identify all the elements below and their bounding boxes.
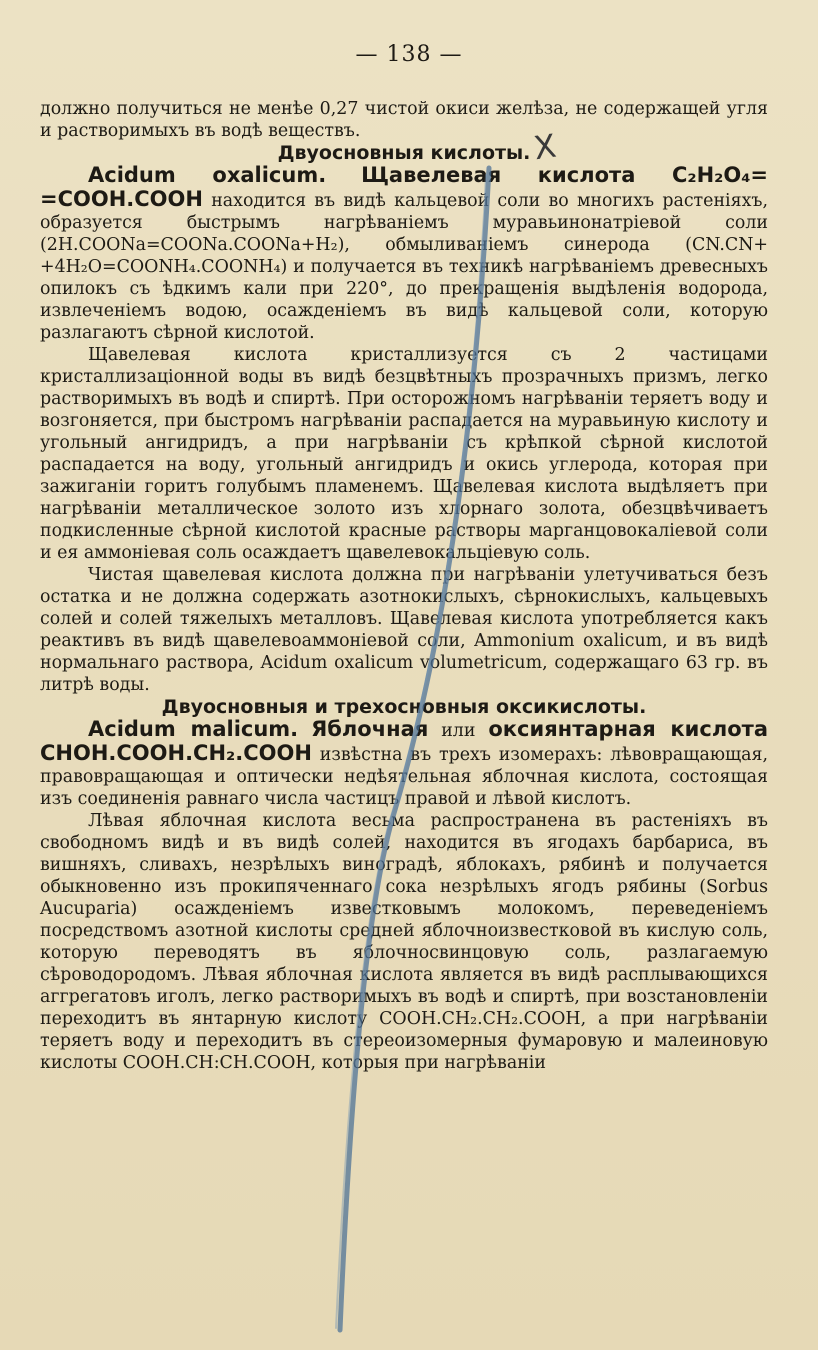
page-number: — 138 — [355,42,463,67]
malic-title-latin: Acidum malicum. [88,717,299,741]
malic-title-alt: оксиянтарная кислота CHOH.COOH.CH₂.COOH [40,717,768,765]
oxalic-acid-paragraph-2: Щавелевая кислота кристаллизуется съ 2 частицами кристаллизаціонной воды въ видѣ безцвѣтныхъ прозрачныхъ призмъ, легко растворимыхъ въ водѣ и спиртѣ. При осторожномъ нагрѣваніи теряетъ воду и возгоняется, при быстромъ нагрѣваніи распадается на муравьиную кислоту и угольный ангидридъ, а при нагрѣваніи съ крѣпкой сѣрной кислотой распадается на воду, угольный ангидридъ и окись углерода, которая при зажиганіи горитъ голубымъ пламенемъ. Щавелевая кислота выдѣляетъ при нагрѣваніи металлическое золото изъ хлорнаго золота, обезцвѣчиваетъ подкисленные сѣрной кислотой красные растворы марганцовокаліевой соли и ея аммоніевая соль осаждаетъ щавелевокальціевую соль. [40,345,768,563]
section-heading-dibasic-acids: Двуосновныя кислоты. [277,142,531,164]
handwritten-x-mark: X [531,126,559,168]
malic-acid-paragraph-2: Лѣвая яблочная кислота весьма распространена въ растеніяхъ въ свободномъ видѣ и въ видѣ солей, находится въ ягодахъ барбариса, въ вишняхъ, сливахъ, незрѣлыхъ виноградѣ, яблокахъ, рябинѣ и получается обыкновенно изъ прокипяченнаго сока незрѣлыхъ ягодъ рябины (Sorbus Aucuparia) осажденіемъ известковымъ молокомъ, переведеніемъ посредствомъ азотной кислоты средней яблочноизвестковой въ кислую соль, которую переводятъ въ яблочносвинцовую соль, разлагаемую сѣроводородомъ. Лѣвая яблочная кислота является въ видѣ расплывающихся аггрегатовъ иголъ, легко растворимыхъ въ водѣ и спиртѣ, при возстановленіи переходитъ въ янтарную кислоту COOH.CH₂.CH₂.COOH, а при нагрѣваніи теряетъ воду и переходитъ въ стереоизомерныя фумаровую и малеиновую кислоты COOH.CH:CH.COOH, которыя при нагрѣваніи [40,811,768,1073]
oxalic-title-latin: Acidum oxalicum. [88,163,327,187]
oxalic-acid-paragraph-3: Чистая щавелевая кислота должна при нагрѣваніи улетучиваться безъ остатка и не должна содержать азотнокислыхъ, сѣрнокислыхъ, кальцевыхъ солей и солей тяжелыхъ металловъ. Щавелевая кислота употребляется какъ реактивъ въ видѣ щавелевоаммоніевой соли, Ammonium oxalicum, и въ видѣ нормальнаго раствора, Acidum oxalicum volumetricum, содержащаго 63 гр. въ литрѣ воды. [40,565,768,695]
continuation-paragraph: должно получиться не менѣе 0,27 чистой окиси желѣза, не содержащей угля и растворимыхъ въ водѣ веществъ. [40,99,768,141]
malic-title-ru: Яблочная [311,717,429,741]
malic-title-or: или [441,721,476,741]
malic-text-1: извѣстна въ трехъ изомерахъ: лѣвовращающая, правовращающая и оптически недѣятельная яблочная кислота, состоящая изъ соединенія равнаго числа частицъ правой и лѣвой кислотъ. [40,745,769,809]
section-heading-oxyacids: Двуосновныя и трехосновныя оксикислоты. [161,696,647,718]
oxalic-text-1: находится въ видѣ кальцевой соли во многихъ растеніяхъ, образуется быстрымъ нагрѣваніемъ муравьинонатріевой соли (2H.COONa=COONa.COONa+H₂), обмыливаніемъ синерода (CN.CN+ +4H₂O=COONH₄.COONH₄) и получается въ техникѣ нагрѣваніемъ древесныхъ опилокъ съ ѣдкимъ кали при 220°, до прекращенія выдѣленія водорода, извлеченіемъ водою, осажденіемъ въ видѣ кальцевой соли, которую разлагаютъ сѣрной кислотой. [40,191,768,343]
oxalic-title-ru: Щавелевая кислота C₂H₂O₄= =COOH.COOH [40,163,769,211]
